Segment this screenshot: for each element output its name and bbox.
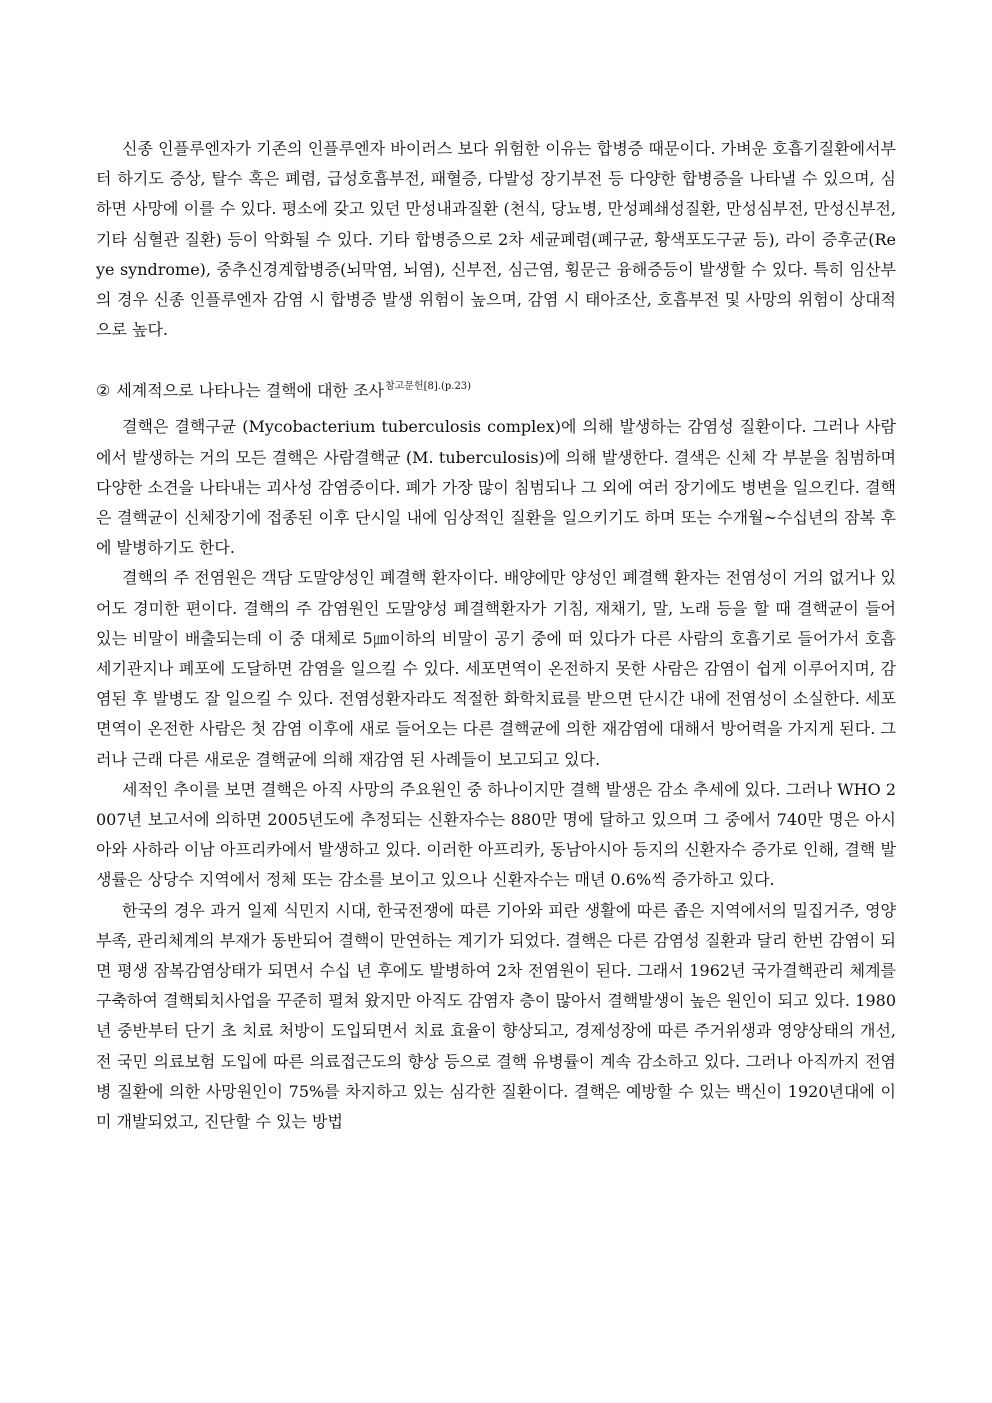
section-title: 세계적으로 나타나는 결핵에 대한 조사 [116, 381, 384, 401]
paragraph-tb-transmission: 결핵의 주 전염원은 객담 도말양성인 폐결핵 환자이다. 배양에만 양성인 폐결핵 환자는 전염성이 거의 없거나 있어도 경미한 편이다. 결핵의 주 감염원인 도말양성 폐결핵환자가 기침, 재채기, 말, 노래 등을 할 때 결핵균이 들어 있는 비말이 배출되는데 이 중 대체로 5㎛이하의 비말이 공기 중에 떠 있다가 다른 사람의 호흡기로 들어가서 호흡세기관지나 폐포에 도달하면 감염을 일으킬 수 있다. 세포면역이 온전하지 못한 사람은 감염이 쉽게 이루어지며, 감염된 후 발병도 잘 일으킬 수 있다. 전염성환자라도 적절한 화학치료를 받으면 단시간 내에 전염성이 소실한다. 세포면역이 온전한 사람은 첫 감염 이후에 새로 들어오는 다른 결핵균에 의한 재감염에 대해서 방어력을 가지게 된다. 그러나 근래 다른 새로운 결핵균에 의해 재감염 된 사례들이 보고되고 있다. [96, 568, 896, 769]
section-reference: 참고문헌[8].(p.23) [384, 381, 472, 393]
paragraph-influenza-complications: 신종 인플루엔자가 기존의 인플루엔자 바이러스 보다 위험한 이유는 합병증 때문이다. 가벼운 호흡기질환에서부터 하기도 증상, 탈수 혹은 폐렴, 급성호흡부전, 패혈증, 다발성 장기부전 등 다양한 합병증을 나타낼 수 있으며, 심하면 사망에 이를 수 있다. 평소에 갖고 있던 만성내과질환 (천식, 당뇨병, 만성폐쇄성질환, 만성심부전, 만성신부전, 기타 심혈관 질환) 등이 악화될 수 있다. 기타 합병증으로 2차 세균폐렴(폐구균, 황색포도구균 등), 라이 증후군(Reye syndrome), 중추신경계합병증(뇌막염, 뇌염), 신부전, 심근염, 횡문근 융해증등이 발생할 수 있다. 특히 임산부의 경우 신종 인플루엔자 감염 시 합병증 발생 위험이 높으며, 감염 시 태아조산, 호흡부전 및 사망의 위험이 상대적으로 높다. [96, 139, 896, 340]
paragraph-tb-korea: 한국의 경우 과거 일제 식민지 시대, 한국전쟁에 따른 기아와 피란 생활에 따른 좁은 지역에서의 밀집거주, 영양부족, 관리체계의 부재가 동반되어 결핵이 만연하는 계기가 되었다. 결핵은 다른 감염성 질환과 달리 한번 감염이 되면 평생 잠복감염상태가 되면서 수십 년 후에도 발병하여 2차 전염원이 된다. 그래서 1962년 국가결핵관리 체계를 구축하여 결핵퇴치사업을 꾸준히 펼쳐 왔지만 아직도 감염자 층이 많아서 결핵발생이 높은 원인이 되고 있다. 1980년 중반부터 단기 초 치료 처방이 도입되면서 치료 효율이 향상되고, 경제성장에 따른 주거위생과 영양상태의 개선, 전 국민 의료보험 도입에 따른 의료접근도의 향상 등으로 결핵 유병률이 계속 감소하고 있다. 그러나 아직까지 전염병 질환에 의한 사망원인이 75%를 차지하고 있는 심각한 질환이다. 결핵은 예방할 수 있는 백신이 1920년대에 이미 개발되었고, 진단할 수 있는 방법 [96, 900, 896, 1132]
paragraph-tb-global-trend: 세적인 추이를 보면 결핵은 아직 사망의 주요원인 중 하나이지만 결핵 발생은 감소 추세에 있다. 그러나 WHO 2007년 보고서에 의하면 2005년도에 추정되는 신환자수는 880만 명에 달하고 있으며 그 중에서 740만 명은 아시아와 사하라 이남 아프리카에서 발생하고 있다. 이러한 아프리카, 동남아시아 등지의 신환자수 증가로 인해, 결핵 발생률은 상당수 지역에서 정체 또는 감소를 보이고 있으나 신환자수는 매년 0.6%씩 증가하고 있다. [96, 779, 896, 890]
document-page [96, 134, 896, 1137]
paragraph-tb-definition: 결핵은 결핵구균 (Mycobacterium tuberculosis complex)에 의해 발생하는 감염성 질환이다. 그러나 사람에서 발생하는 거의 모든 결핵은 사람결핵균 (M. tuberculosis)에 의해 발생한다. 결색은 신체 각 부분을 침범하며 다양한 소견을 나타내는 괴사성 감염증이다. 폐가 가장 많이 침범되나 그 외에 여러 장기에도 병변을 일으킨다. 결핵은 결핵균이 신체장기에 접종된 이후 단시일 내에 임상적인 질환을 일으키기도 하며 또는 수개월~수십년의 잠복 후에 발병하기도 한다. [96, 417, 896, 558]
section-heading [96, 372, 896, 406]
section-number: ② [96, 381, 111, 401]
